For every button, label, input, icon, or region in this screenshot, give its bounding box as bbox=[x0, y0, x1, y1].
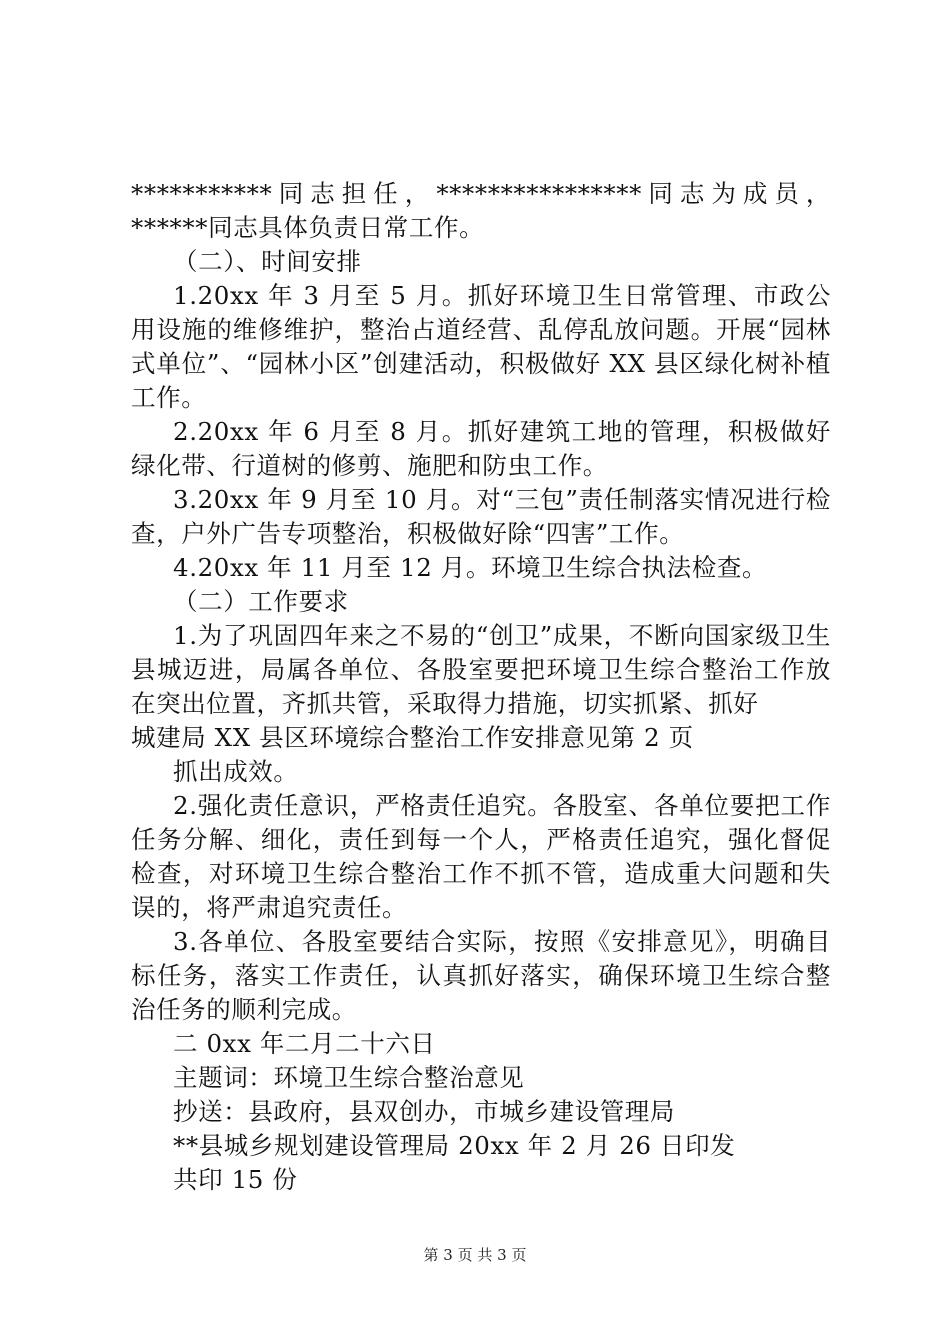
heading-schedule: （二）、时间安排 bbox=[173, 247, 362, 276]
page-number-footer: 第 3 页 共 3 页 bbox=[423, 1246, 527, 1264]
cc-line: 抄送：县政府，县双创办，市城乡建设管理局 bbox=[173, 1097, 675, 1126]
paragraph-requirement-3: 3.各单位、各股室要结合实际，按照《安排意见》，明确目标任务，落实工作责任，认真抓好落实，确保环境卫生综合整治任务的顺利完成。 bbox=[131, 927, 831, 1024]
document-body bbox=[131, 177, 831, 1197]
date-line: 二 0xx 年二月二十六日 bbox=[173, 1029, 436, 1058]
paragraph-requirement-2: 2.强化责任意识，严格责任追究。各股室、各单位要把工作任务分解、细化，责任到每一个人，严格责任追究，强化督促检查，对环境卫生综合整治工作不抓不管，造成重大问题和失误的，将严肃追究责任。 bbox=[131, 791, 831, 922]
paragraph-team-members: ***********同志担任，****************同志为成员，******同志具体负责日常工作。 bbox=[131, 179, 831, 242]
paragraph-requirement-1: 1.为了巩固四年来之不易的“创卫”成果，不断向国家级卫生县城迈进，局属各单位、各股室要把环境卫生综合整治工作放在突出位置，齐抓共管，采取得力措施，切实抓紧、抓好 bbox=[131, 621, 831, 718]
paragraph-schedule-3: 3.20xx 年 9 月至 10 月。对“三包”责任制落实情况进行检查，户外广告专项整治，积极做好除“四害”工作。 bbox=[131, 485, 831, 548]
subject-keywords: 主题词：环境卫生综合整治意见 bbox=[173, 1063, 525, 1092]
paragraph-schedule-2: 2.20xx 年 6 月至 8 月。抓好建筑工地的管理，积极做好绿化带、行道树的修剪、施肥和防虫工作。 bbox=[131, 417, 831, 480]
paragraph-schedule-1: 1.20xx 年 3 月至 5 月。抓好环境卫生日常管理、市政公用设施的维修维护，整治占道经营、乱停乱放问题。开展“园林式单位”、“园林小区”创建活动，积极做好 XX 县区绿化树补植工作。 bbox=[131, 281, 831, 412]
paragraph-requirement-1-cont: 抓出成效。 bbox=[173, 757, 299, 786]
copies-line: 共印 15 份 bbox=[173, 1165, 298, 1194]
issuer-line: **县城乡规划建设管理局 20xx 年 2 月 26 日印发 bbox=[173, 1131, 736, 1160]
paragraph-schedule-4: 4.20xx 年 11 月至 12 月。环境卫生综合执法检查。 bbox=[173, 553, 768, 582]
paragraph-page-break-note: 城建局 XX 县区环境综合整治工作安排意见第 2 页 bbox=[131, 723, 694, 752]
heading-requirements: （二）工作要求 bbox=[173, 587, 349, 616]
